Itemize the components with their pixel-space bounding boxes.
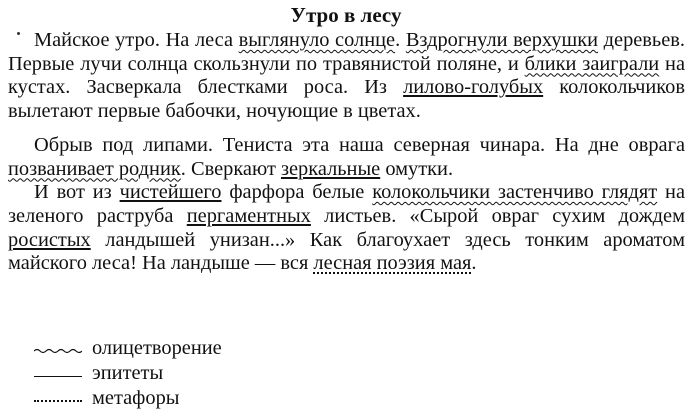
underlined-phrase-wavy: Вздрогнули верхушки bbox=[405, 29, 599, 51]
text-segment: на зеленого раструба bbox=[8, 181, 686, 227]
legend-label: эпитеты bbox=[92, 362, 164, 384]
text-segment: фарфора белые bbox=[221, 181, 373, 204]
text-segment: на кустах. Засверкала блестками роса. Из bbox=[8, 52, 686, 99]
legend-line-wavy bbox=[34, 336, 82, 342]
text-segment: омутки. bbox=[380, 157, 454, 180]
text-segment: Обрыв под липами. Тениста эта наша северная чинара. На дне оврага bbox=[34, 133, 685, 156]
paragraph bbox=[8, 181, 685, 276]
underlined-phrase-wavy: колокольчики застенчиво глядят bbox=[372, 181, 658, 204]
underlined-phrase-solid: зеркальные bbox=[280, 157, 381, 180]
underlined-phrase-dotted: лесная поэзия мая bbox=[313, 252, 472, 275]
legend-item bbox=[34, 361, 222, 386]
text-segment: деревьев. Первые лучи солнца скользнули по травянистой поляне, и bbox=[8, 29, 686, 75]
text-segment: Майское утро. На леса bbox=[34, 29, 239, 51]
underlined-phrase-solid: чистейшего bbox=[119, 181, 222, 204]
text-segment: . bbox=[395, 29, 406, 51]
underlined-phrase-solid: росистых bbox=[8, 228, 91, 251]
underline-legend bbox=[34, 336, 222, 411]
legend-line-solid bbox=[34, 376, 82, 377]
underlined-phrase-wavy: выглянуло солнце bbox=[238, 29, 396, 51]
legend-item bbox=[34, 336, 222, 361]
text-segment: ландышей унизан...» Как благоухает здесь тонким ароматом майского леса! На ландыше — вся bbox=[8, 228, 685, 275]
underlined-phrase-solid: лилово-голубых bbox=[403, 76, 544, 99]
legend-label: метафоры bbox=[92, 387, 180, 409]
underlined-phrase-wavy: блики заиграли bbox=[524, 52, 660, 75]
text-segment: . Сверкают bbox=[180, 157, 281, 180]
underlined-phrase-solid: пергаментных bbox=[186, 204, 311, 227]
text-segment: И вот из bbox=[34, 181, 120, 204]
text-segment: листьев. «Сырой овраг сухим дождем bbox=[310, 204, 686, 227]
legend-line-dotted bbox=[34, 400, 82, 402]
legend-label: олицетворение bbox=[92, 337, 222, 359]
paragraph bbox=[8, 29, 685, 124]
underlined-phrase-wavy: позванивает родник bbox=[8, 157, 181, 180]
text-segment: . bbox=[471, 252, 477, 275]
document-title: Утро в лесу bbox=[290, 3, 402, 27]
text-segment: колокольчиков вылетают первые бабочки, ночующие в цветах. bbox=[8, 76, 685, 123]
paragraph bbox=[8, 134, 685, 181]
text-body bbox=[8, 29, 685, 276]
legend-item bbox=[34, 386, 222, 411]
